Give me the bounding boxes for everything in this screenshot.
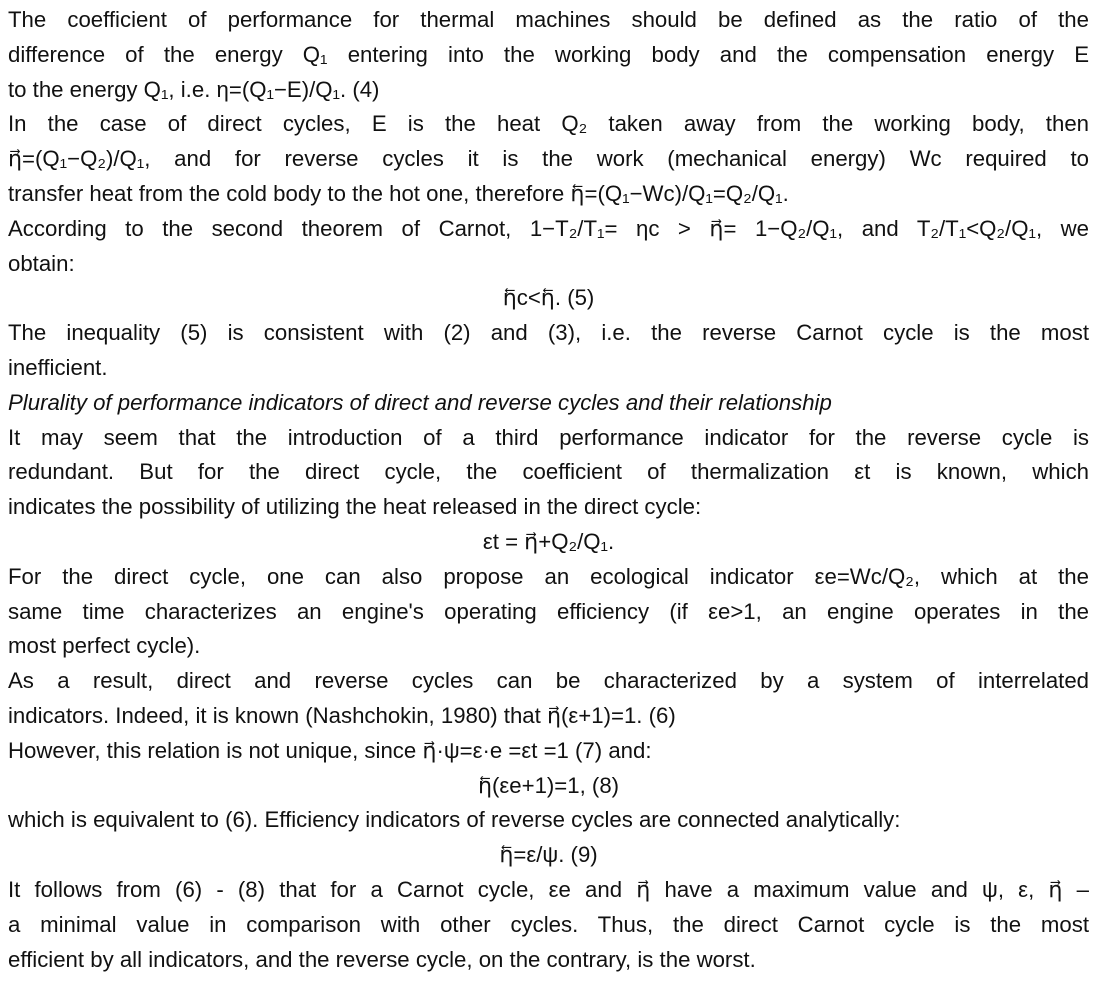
text-line: efficient by all indicators, and the reverse cycle, on the contrary, is the worst. (8, 946, 756, 972)
equation-6-line: indicators. Indeed, it is known (Nashchokin, 1980) that η⃗(ε+1)=1. (6) (8, 702, 676, 728)
equation-8: η⃖(εe+1)=1, (8) (477, 772, 620, 798)
text-line: redundant. But for the direct cycle, the coefficient of thermalization εt is known, which (8, 459, 1089, 485)
text-line: The coefficient of performance for thermal machines should be defined as the ratio of the (8, 7, 1089, 32)
text-line: which is equivalent to (6). Efficiency indicators of reverse cycles are connected analytically: (8, 807, 901, 833)
text-line: It may seem that the introduction of a third performance indicator for the reverse cycle is (8, 424, 1089, 450)
section-heading: Plurality of performance indicators of direct and reverse cycles and their relationship (8, 389, 832, 415)
equation-9: η⃖=ε/ψ. (9) (499, 842, 598, 868)
text-line: For the direct cycle, one can also propose an ecological indicator εe=Wc/Q₂, which at the (8, 563, 1089, 589)
text-line: It follows from (6) - (8) that for a Carnot cycle, εe and η⃗ have a maximum value and ψ, ε, η⃗ – (8, 876, 1089, 902)
text-line: As a result, direct and reverse cycles can be characterized by a system of interrelated (8, 668, 1089, 694)
text-line: According to the second theorem of Carnot, 1−T₂/T₁= ηc > η⃗= 1−Q₂/Q₁, and T₂/T₁<Q₂/Q₁, we (8, 215, 1089, 241)
text-line: most perfect cycle). (8, 633, 201, 659)
text-line: same time characterizes an engine's operating efficiency (if εe>1, an engine operates in the (8, 598, 1089, 624)
text-line: a minimal value in comparison with other cycles. Thus, the direct Carnot cycle is the most (8, 911, 1089, 937)
equation-thermalization: εt = η⃗+Q₂/Q₁. (482, 528, 615, 554)
text-line: transfer heat from the cold body to the hot one, therefore η⃖=(Q₁−Wc)/Q₁=Q₂/Q₁. (8, 180, 789, 206)
equation-7-line: However, this relation is not unique, since η⃗·ψ=ε·e =εt =1 (7) and: (8, 737, 652, 763)
text-line: η⃗=(Q₁−Q₂)/Q₁, and for reverse cycles it is the work (mechanical energy) Wc required to (8, 146, 1089, 172)
text-line: difference of the energy Q₁ entering into the working body and the compensation energy E (8, 41, 1089, 67)
text-line: inefficient. (8, 354, 108, 380)
text-line: obtain: (8, 250, 75, 276)
text-line: The inequality (5) is consistent with (2) and (3), i.e. the reverse Carnot cycle is the most (8, 320, 1089, 346)
text-line: indicates the possibility of utilizing the heat released in the direct cycle: (8, 494, 702, 520)
equation-4-line: to the energy Q₁, i.e. η=(Q₁−E)/Q₁. (4) (8, 76, 380, 102)
equation-5: η⃖c<η⃖. (5) (502, 285, 595, 311)
text-line: In the case of direct cycles, E is the heat Q₂ taken away from the working body, then (8, 111, 1089, 137)
